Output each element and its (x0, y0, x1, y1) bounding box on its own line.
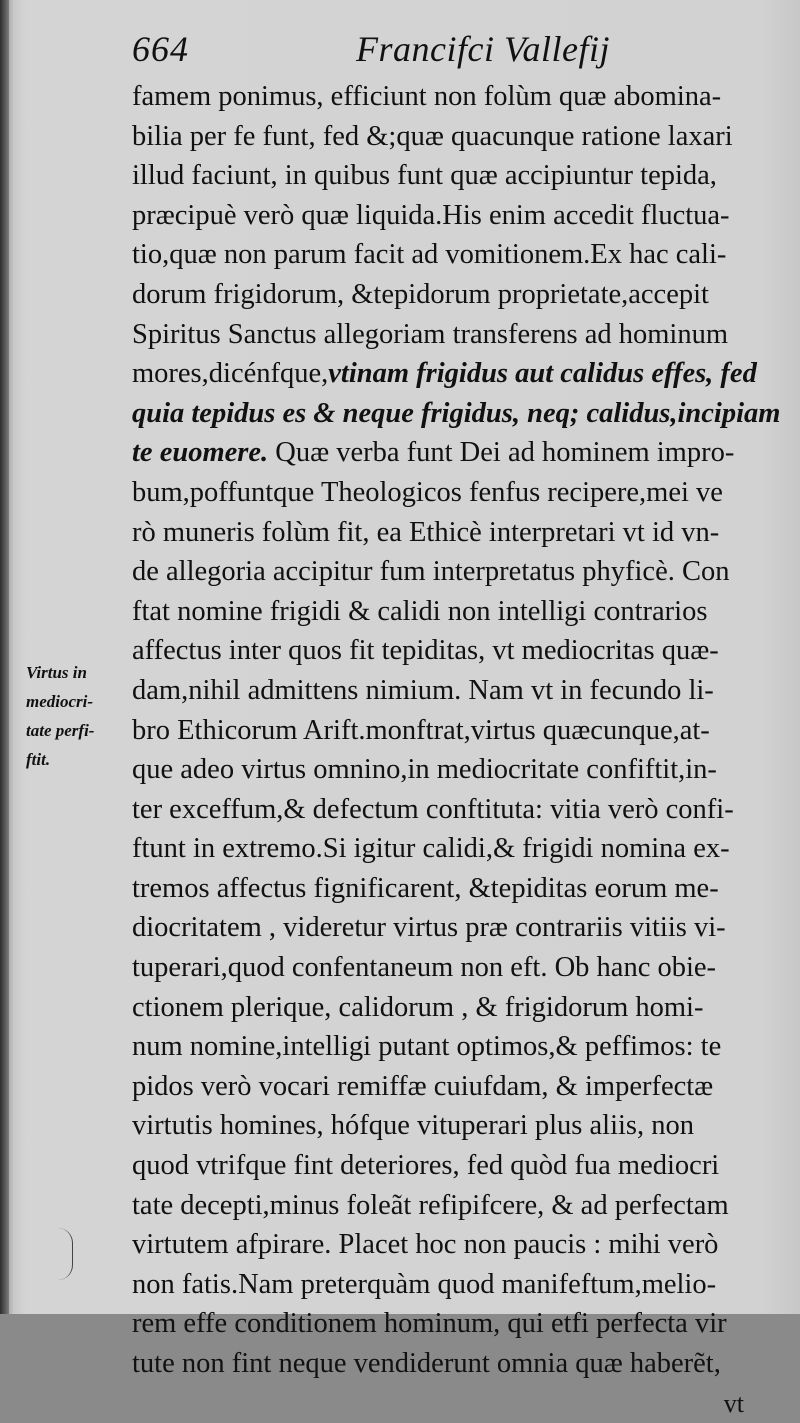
text-line (132, 948, 772, 988)
text-line (132, 315, 772, 355)
text-line (132, 1067, 772, 1107)
text-line (132, 77, 772, 117)
text-span: bilia per fe funt, fed &;quæ quacunque ratione laxari (132, 120, 733, 152)
text-line (132, 1027, 772, 1067)
text-span: ter exceffum,& defectum conftituta: vitia verò confi- (132, 793, 734, 825)
text-line (132, 117, 772, 157)
margin-bracket-mark (58, 1228, 73, 1280)
text-line (132, 1186, 772, 1226)
text-line (132, 513, 772, 553)
text-line (132, 1344, 772, 1384)
marginal-note (26, 658, 130, 774)
marginal-note-line: Virtus in (26, 663, 87, 682)
text-line (132, 592, 772, 632)
text-span: famem ponimus, efficiunt non folùm quæ abomina- (132, 81, 722, 112)
text-line (132, 711, 772, 751)
text-line (132, 988, 772, 1028)
text-line (132, 275, 772, 315)
text-line (132, 790, 772, 830)
italic-quotation: vtinam frigidus aut calidus effes, fed (328, 358, 757, 390)
text-span: bum,poffuntque Theologicos fenfus recipere,mei ve (132, 476, 723, 508)
text-span: præcipuè verò quæ liquida.His enim accedit fluctua- (132, 199, 730, 231)
text-span: Spiritus Sanctus allegoriam transferens ad hominum (132, 318, 729, 350)
text-span: bro Ethicorum Arift.monftrat,virtus quæcunque,at- (132, 714, 710, 746)
text-span: non fatis.Nam preterquàm quod manifeftum,melio- (132, 1268, 717, 1300)
text-line (132, 433, 772, 473)
text-line (132, 908, 772, 948)
catchword: vt (723, 1388, 744, 1418)
text-span: virtutis homines, hófque vituperari plus aliis, non (132, 1110, 695, 1142)
text-span: de allegoria accipitur fum interpretatus phyficè. Con (132, 556, 730, 588)
text-line (132, 829, 772, 869)
text-span: Quæ verba funt Dei ad hominem impro- (268, 437, 735, 469)
page-number: 664 (132, 29, 189, 69)
text-span: illud faciunt, in quibus funt quæ accipiuntur tepida, (132, 160, 717, 192)
text-span: dorum frigidorum, &tepidorum proprietate,accepit (132, 278, 709, 310)
text-span: tuperari,quod confentaneum non eft. Ob hanc obie- (132, 952, 717, 984)
text-span: ftunt in extremo.Si igitur calidi,& frigidi nomina ex- (132, 833, 730, 865)
text-line (132, 394, 781, 434)
binding-gutter (0, 0, 9, 1314)
italic-quotation: quia tepidus es & neque frigidus, neq; calidus,incipiam (132, 397, 781, 429)
text-line (132, 671, 772, 711)
marginal-note-line: tate perfi- (26, 721, 95, 740)
text-line (132, 1106, 772, 1146)
text-span: quod vtrifque fint deteriores, fed quòd fua mediocri (132, 1150, 720, 1182)
text-line (132, 354, 772, 394)
text-line (132, 1304, 772, 1344)
text-span: mores,dicénfque, (132, 358, 329, 390)
main-text-block (132, 77, 781, 1423)
text-line (132, 235, 772, 275)
text-span: rem effe conditionem hominum, qui etfi perfecta vir (132, 1308, 727, 1340)
text-span: ftat nomine frigidi & calidi non intelligi contrarios (132, 595, 708, 627)
running-title: Francifci Vallefij (356, 29, 610, 69)
text-line (132, 156, 772, 196)
text-line (132, 552, 772, 592)
italic-quotation: te euomere. (132, 437, 269, 469)
text-line (132, 196, 772, 236)
text-span: tute non fint neque vendiderunt omnia quæ haberẽt, (132, 1348, 721, 1379)
running-head (132, 22, 752, 74)
text-line (132, 473, 772, 513)
text-line (132, 1146, 772, 1186)
text-line (132, 631, 772, 671)
text-span: que adeo virtus omnino,in mediocritate confiftit,in- (132, 754, 717, 786)
text-span: rò muneris folùm fit, ea Ethicè interpretari vt id vn- (132, 516, 720, 548)
text-span: ctionem plerique, calidorum , & frigidorum homi- (132, 991, 704, 1023)
text-line (132, 750, 772, 790)
text-span: diocritatem , videretur virtus præ contrariis vitiis vi- (132, 912, 726, 944)
text-line (132, 1265, 772, 1305)
text-span: dam,nihil admittens nimium. Nam vt in fecundo li- (132, 674, 714, 706)
text-span: pidos verò vocari remiffæ cuiufdam, & imperfectæ (132, 1070, 714, 1102)
text-span: tio,quæ non parum facit ad vomitionem.Ex hac cali- (132, 239, 727, 271)
marginal-note-line: mediocri- (26, 692, 94, 711)
text-span: affectus inter quos fit tepiditas, vt mediocritas quæ- (132, 635, 719, 667)
text-line (132, 1225, 772, 1265)
text-span: tremos affectus fignificarent, &tepiditas eorum me- (132, 872, 719, 904)
marginal-note-line: ftit. (26, 750, 51, 769)
text-line (132, 869, 772, 909)
text-span: tate decepti,minus foleãt refipifcere, & ad perfectam (132, 1189, 729, 1221)
text-span: num nomine,intelligi putant optimos,& peffimos: te (132, 1031, 722, 1063)
catchword-row (132, 1384, 772, 1423)
text-span: virtutem afpirare. Placet hoc non paucis : mihi verò (132, 1229, 719, 1261)
